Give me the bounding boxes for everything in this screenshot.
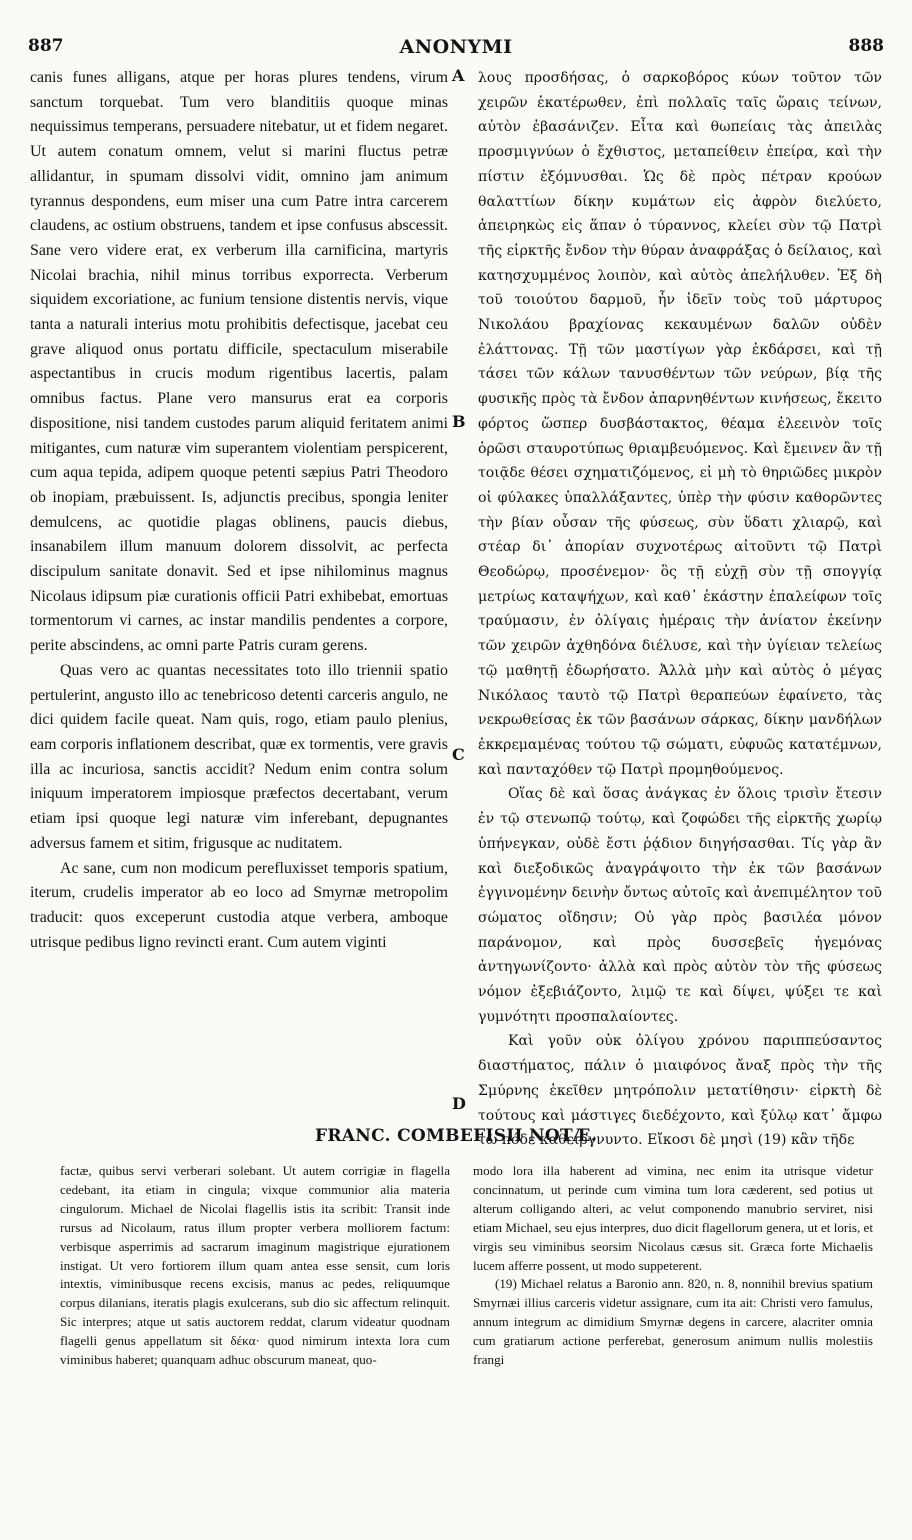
greek-column (478, 66, 882, 1153)
greek-paragraph: Καὶ γοῦν οὐκ ὀλίγου χρόνου παριππεύσαντος διαστήματος, πάλιν ὁ μιαιφόνος ἄναξ πρὸς τὴν τῆς Σμύρνης ἐκεῖθεν μητρόπολιν μετατίθησιν· εἱρκτὴ δὲ τούτους καὶ μάστιγες διεδέχοντο, καὶ ξύλῳ κατ᾽ ἄμφω τὼ πόδε καθειργνυντο. Εἴκοσι δὲ μησὶ (19) κἂν τῆδε (478, 1033, 882, 1149)
latin-paragraph: Quas vero ac quantas necessitates toto illo triennii spatio pertulerint, angusto illo ac tenebricoso detenti carceris angulo, ne dici quidem facile queat. Nam quis, rogo, etiam paulo plenius, eam corporis inflationem describat, quæ ex tormentis, vere gravis illa ac incuriosa, sanctis accidit? Nedum enim contra solum iniquum imperatorem impiosque præfectos decertabant, verum etiam ipsi quoque legi naturæ vim inferebant, depugnantes adversus famem et sitim, frigusque ac nuditatem. (30, 661, 448, 852)
notes-right-column (473, 1162, 873, 1370)
page-header (28, 36, 884, 66)
latin-paragraph: canis funes alligans, atque per horas plures tendens, virum sanctum torquebat. Tum vero blanditiis quoque minas nequissimus temperans, persuadere nitebatur, ut et fidem negaret. Ut autem conatum omnem, velut si marini fluctus petræ allidantur, in spumam dissolvi vidit, omnino jam animum tyrannus despondens, eum miser una cum Patre intra carcerem claudens, ac ostium obstruens, tandem et ipse confusus abscessit. Sane vero videre erat, ex verberum illa carnificina, martyris Nicolai brachia, nihil minus torribus exporrecta. Verberum siquidem excoriatione, ac funium tensione distentis nervis, vique tanta a naturali interius motu prohibitis defectisque, jacebat ceu grave aliquod onus portatu difficile, spectaculum miserabile aspectantibus in crucis modum rigentibus lacertis, palam omnibus factus. Plane vero mansurus erat ea corporis dispositione, nisi tandem custodes parum aliquid feritatem animi mitigantes, cum naturæ vim superantem violentiam perspicerent, cum aqua tepida, adipem quoque petenti sæpius Patri Theodoro ob inopiam, præbuissent. Is, adjunctis precibus, spongia leniter demulcens, ac quotidie plagas oblinens, paucis diebus, insanabilem illum manuum dolorem dissolvit, ac perfecta discipulum sanitate donavit. Sed et ipse nihilominus magnus Nicolaus idipsum piæ curationis officii Patri exhibebat, emortuas tormentorum vi carnes, ac instar mandilis pendentes a corpore, perite abscindens, ac omni parte Patris curam gerens. (30, 69, 448, 655)
note-paragraph: modo lora illa haberent ad vimina, nec enim ita utrisque videtur concinnatum, ut perinde cum vimina tum lora cæderent, sed potius ut alterum colligando alteri, ac velut componendo manubrio serviret, nisi etiam Michael, seu ejus interpres, duo dicit flagellorum genera, ut et loris, et virgis seu viminibus seorsim Nicolaus cæsus sit. Græca forte Michaelis lucem afferre possent, ut modo suppeterent. (473, 1163, 873, 1273)
note-paragraph: (19) Michael relatus a Baronio ann. 820, n. 8, nonnihil brevius spatium Smyrnæi illius carceris videtur assignare, cum ita ait: Christi vero famulus, annum integrum ac dimidium Smyrnæ degens in carcere, alacriter omnia cum gratiarum actione perferebat, generosum animum nullis molestiis frangi (473, 1276, 873, 1368)
greek-paragraph: λους προσδήσας, ὁ σαρκοβόρος κύων τοῦτον τῶν χειρῶν ἑκατέρωθεν, ἐπὶ πολλαῖς ταῖς ὥραις τείνων, αὐτὸν ἐβασάνιζεν. Εἶτα καὶ θωπείαις τὰς ἀπειλὰς προσμιγνύων ὁ ἔχθιστος, μεταπείθειν ἐπείρα, καὶ τὴν πίστιν ἐξόμνυσθαι. Ὡς δὲ πρὸς πέτραν κρούων θαλαττίων δίκην κυμάτων εἰς ἀφρὸν διελύετο, ἀπειρηκὼς εἰς ἅπαν ὁ τύραννος, κλείει σὺν τῷ Πατρὶ τῆς εἱρκτῆς ἔνδον τὴν θύραν ἀναφράξας ὁ δείλαιος, καὶ κατησχυμμένος λοιπὸν, καὶ αὐτὸς ἀπελήλυθεν. Ἐξ δὴ τοῦ τοιούτου δαρμοῦ, ἦν ἰδεῖν τοὺς τοῦ μάρτυρος Νικολάου βραχίονας κεκαυμένων δαλῶν οὐδὲν ἐλάττονας. Τῇ τῶν μαστίγων γὰρ ἐκδάρσει, καὶ τῇ τάσει τῶν κάλων τανυσθέντων τῶν νεύρων, βίᾳ τῆς φυσικῆς πρὸς τὰ ἔνδον ἀπαρνηθέντων κινήσεως, ἔκειτο φόρτος ὥσπερ δυσβάστακτος, θέαμα ἐλεεινὸν τοῖς ὁρῶσι σταυροτύπως θριαμβευόμενος. Καὶ ἔμεινεν ἂν τῇ τοιᾷδε θέσει σχηματιζόμενος, εἰ μὴ τὸ θηριῶδες μικρὸν οἱ φύλακες ὑπαλλάξαντες, ὑπὲρ τὴν φύσιν καθορῶντες τὴν βίαν οὖσαν τῆς φύσεως, σὺν ὕδατι χλιαρῷ, καὶ στέαρ δι᾽ ἀπορίαν συχνοτέρως αἰτοῦντι τῷ Πατρὶ Θεοδώρῳ, προσένεμον· ὃς τῇ εὐχῇ σὺν τῇ σπογγίᾳ μετρίως καταψήχων, καὶ καθ᾽ ἑκάστην ἐπαλείφων τοῖς τραύμασιν, ἐν ὀλίγαις ἡμέραις τὴν ἀνίατον ἐκείνην τῶν χειρῶν ἀχθηδόνα διέλυσε, καὶ τὴν ὑγίειαν τελείως τῷ μαθητῇ ἐδωρήσατο. Ἀλλὰ μὴν καὶ αὐτὸς ὁ μέγας Νικόλαος ταυτὸ τῷ Πατρὶ θεραπεύων ἐφαίνετο, τὰς νεκρωθείσας ἐκ τῶν βασάνων σάρκας, δίκην μανδήλων ἐκκρεμαμένας τούτου τῷ σώματι, εὐφυῶς κατατέμνων, καὶ πανταχόθεν τῷ Πατρὶ προμηθούμενος. (478, 70, 882, 778)
notes-left-column (60, 1162, 450, 1370)
section-marker-b: B (452, 412, 466, 431)
latin-paragraph: Ac sane, cum non modicum perefluxisset temporis spatium, iterum, crudelis imperator ab eo loco ad Smyrnæ metropolim traducit: quos exceperunt custodia atque verbera, amboque utrisque pedibus ligno revincti erant. Cum autem viginti (30, 859, 448, 951)
section-marker-d: D (452, 1094, 466, 1113)
section-marker-c: C (452, 745, 465, 764)
page-number-right: 888 (848, 36, 884, 56)
note-paragraph: factæ, quibus servi verberari solebant. Ut autem corrigiæ in flagella cedebant, ita etiam in cingula; vixque communior alia materia cingulorum. Michael de Nicolai flagellis istis ita scribit: Transit inde rursus ad Nicolaum, ratus illum propter verbera molliorem factum: verbisque asperrimis ad sacrarum imaginum magistrique ejurationem instigat. Ut vero fortiorem illum quam antea esse sensit, cum loris intextis, viminibusque recens excisis, manus ac pedes, reliquumque corpus dilanians, iteratis plagis exulcerans, sub dio sic affectum relinquit. Sic interpres; atque ut satis auctorem reddat, clarum videatur quodnam flagelli genus appellatum sit δέκα· quod nimirum intexta lora cum viminibus haberet; quanquam adhuc obscurum maneat, quo- (60, 1163, 450, 1368)
running-title: ANONYMI (399, 36, 513, 58)
section-marker-a: A (452, 66, 465, 85)
notes-heading: FRANC. COMBEFISII NOTÆ. (315, 1126, 597, 1146)
page-number-left: 887 (28, 36, 64, 56)
greek-paragraph: Οἵας δὲ καὶ ὅσας ἀνάγκας ἐν ὅλοις τρισὶν ἔτεσιν ἐν τῷ στενωπῷ τούτῳ, καὶ ζοφώδει τῆς εἱρκτῆς χωρίῳ ὑπήνεγκαν, οὐδὲ ἔστι ῥᾴδιον διηγήσασθαι. Τίς γὰρ ἂν καὶ διεξοδικῶς ἀναγράψοιτο τὴν ἐκ τῶν βασάνων ἐγγινομένην δεινὴν ὄντως αὐτοῖς καὶ ἀνεπιμέλητον τοῦ σώματος οἴδησιν; Οὐ γὰρ πρὸς βασιλέα μόνον παράνομον, καὶ πρὸς δυσσεβεῖς ἡγεμόνας ἀντηγωνίζοντο· ἀλλὰ καὶ πρὸς αὐτὸν τὸν τῆς φύσεως νόμον ἐξεβιάζοντο, λιμῷ τε καὶ δίψει, ψύξει τε καὶ γυμνότητι προσπαλαίοντες. (478, 786, 882, 1025)
latin-column (30, 66, 448, 955)
